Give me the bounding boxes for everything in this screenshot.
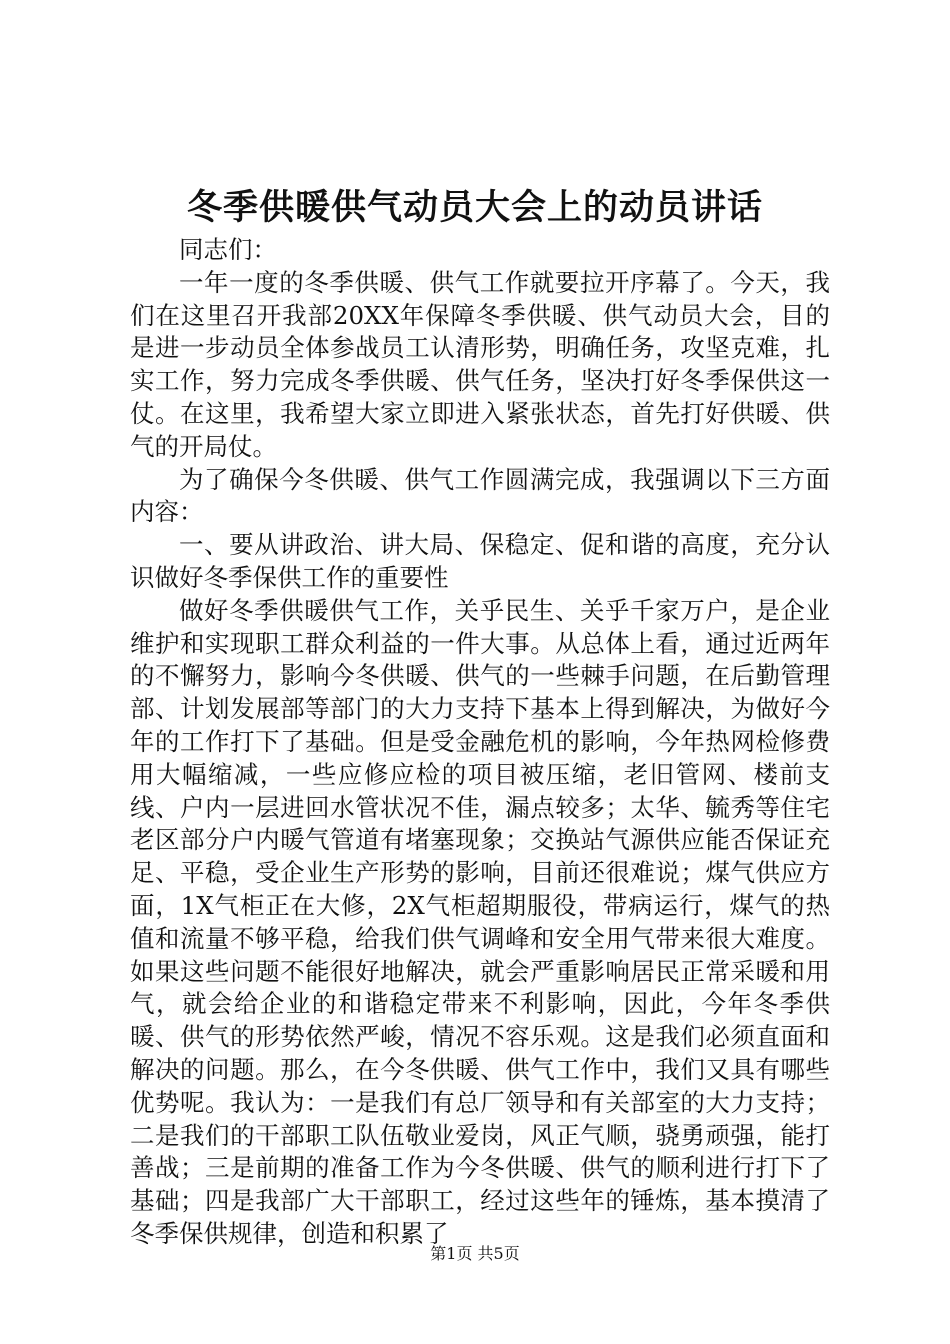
body-paragraph: 做好冬季供暖供气工作，关乎民生、关乎千家万户，是企业维护和实现职工群众利益的一件大事。从总体上看，通过近两年的不懈努力，影响今冬供暖、供气的一些棘手问题，在后勤管理部、计划发展部等部门的大力支持下基本上得到解决，为做好今年的工作打下了基础。但是受金融危机的影响，今年热网检修费用大幅缩减，一些应修应检的项目被压缩，老旧管网、楼前支线、户内一层进回水管状况不佳，漏点较多；太华、毓秀等住宅老区部分户内暖气管道有堵塞现象；交换站气源供应能否保证充足、平稳，受企业生产形势的影响，目前还很难说；煤气供应方面，1X气柜正在大修，2X气柜超期服役，带病运行，煤气的热值和流量不够平稳，给我们供气调峰和安全用气带来很大难度。如果这些问题不能很好地解决，就会严重影响居民正常采暖和用气，就会给企业的和谐稳定带来不利影响，因此，今年冬季供暖、供气的形势依然严峻，情况不容乐观。这是我们必须直面和解决的问题。那么，在今冬供暖、供气工作中，我们又具有哪些优势呢。我认为：一是我们有总厂领导和有关部室的大力支持；二是我们的干部职工队伍敬业爱岗，风正气顺，骁勇顽强，能打善战；三是前期的准备工作为今冬供暖、供气的顺利进行打下了基础；四是我部广大干部职工，经过这些年的锤炼，基本摸清了冬季保供规律，创造和积累了 [130, 595, 830, 1248]
document-body [130, 234, 830, 1251]
section-heading: 一、要从讲政治、讲大局、保稳定、促和谐的高度，充分认识做好冬季保供工作的重要性 [130, 530, 830, 592]
document-title: 冬季供暖供气动员大会上的动员讲话 [186, 187, 763, 228]
body-paragraph: 为了确保今冬供暖、供气工作圆满完成，我强调以下三方面内容： [130, 464, 830, 527]
page-number-footer: 第1页 共5页 [430, 1244, 520, 1263]
salutation-paragraph: 同志们： [179, 235, 277, 264]
body-paragraph: 一年一度的冬季供暖、供气工作就要拉开序幕了。今天，我们在这里召开我部20XX年保障冬季供暖、供气动员大会，目的是进一步动员全体参战员工认清形势，明确任务，攻坚克难，扎实工作，努力完成冬季供暖、供气任务，坚决打好冬季保供这一仗。在这里，我希望大家立即进入紧张状态，首先打好供暖、供气的开局仗。 [130, 267, 830, 461]
